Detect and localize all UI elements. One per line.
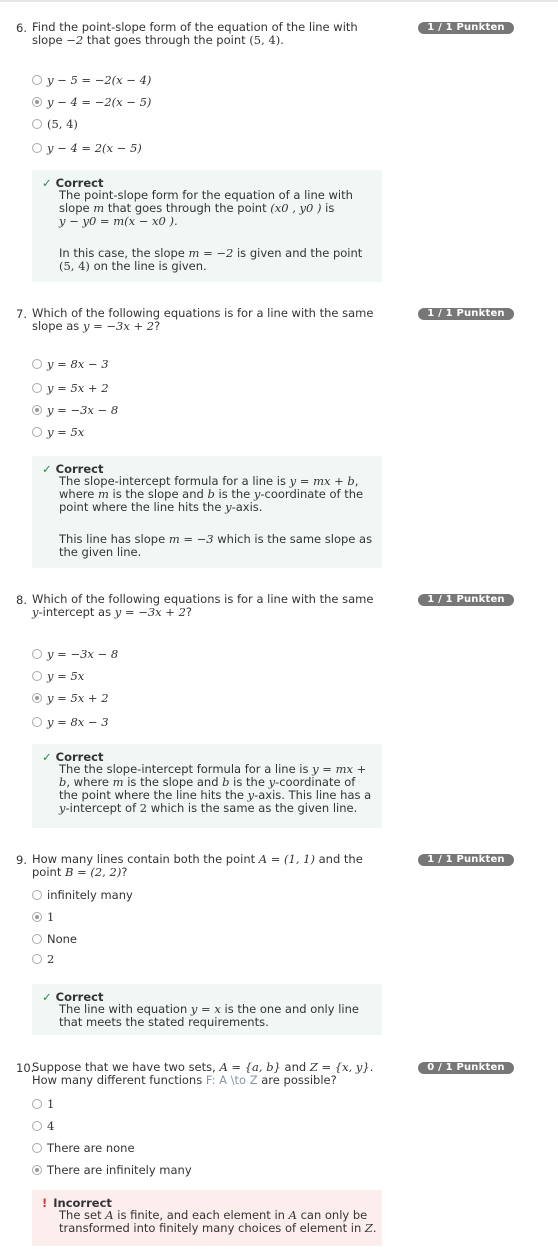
question-number: 6. — [16, 21, 27, 35]
feedback-box — [32, 984, 382, 1035]
check-icon: ✓ — [42, 462, 52, 476]
radio-button[interactable] — [32, 383, 42, 393]
question-text: Find the point-slope form of the equation of the line with slope −2 that goes through the point (5, 4). — [32, 20, 358, 47]
option-4[interactable]: y = 8x − 3 — [32, 714, 109, 730]
option-3[interactable]: y = −3x − 8 — [32, 402, 118, 418]
feedback-status: ✓ Correct — [42, 990, 104, 1004]
check-icon: ✓ — [42, 176, 52, 190]
radio-button-selected[interactable] — [32, 97, 42, 107]
feedback-status: ! Incorrect — [42, 1196, 112, 1210]
question-text: Suppose that we have two sets, A = {a, b} and Z = {x, y}. How many different functions F: A \to Z are possible? — [32, 1060, 374, 1087]
score-badge: 1 / 1 Punkten — [418, 854, 514, 866]
option-2[interactable]: 1 — [32, 909, 54, 925]
feedback-text: The slope-intercept formula for a line is y = mx + b, where m is the slope and b is the y-coordinate of the point where the line hits the y-axis. This line has slope m = −3 which is the same slope as the given line. — [59, 474, 373, 559]
score-badge: 0 / 1 Punkten — [418, 1062, 514, 1074]
radio-button-selected[interactable] — [32, 1165, 42, 1175]
radio-button[interactable] — [32, 427, 42, 437]
radio-button[interactable] — [32, 143, 42, 153]
radio-button[interactable] — [32, 119, 42, 129]
feedback-box — [32, 1190, 382, 1246]
feedback-status: ✓ Correct — [42, 462, 104, 476]
top-divider — [0, 0, 558, 2]
option-3[interactable]: y = 5x + 2 — [32, 690, 109, 706]
question-number: 9. — [16, 853, 27, 867]
option-1[interactable]: 1 — [32, 1096, 54, 1112]
question-number: 7. — [16, 307, 27, 321]
exclamation-icon: ! — [42, 1196, 48, 1210]
feedback-text: The line with equation y = x is the one and only line that meets the stated requirements. — [59, 1002, 359, 1029]
option-4[interactable]: There are infinitely many — [32, 1162, 192, 1178]
option-4[interactable]: y − 4 = 2(x − 5) — [32, 140, 142, 156]
question-text: How many lines contain both the point A = (1, 1) and the point B = (2, 2)? — [32, 852, 363, 879]
score-badge: 1 / 1 Punkten — [418, 594, 514, 606]
radio-button-selected[interactable] — [32, 693, 42, 703]
feedback-status: ✓ Correct — [42, 750, 104, 764]
check-icon: ✓ — [42, 990, 52, 1004]
radio-button[interactable] — [32, 359, 42, 369]
option-4[interactable]: 2 — [32, 951, 54, 967]
radio-button[interactable] — [32, 75, 42, 85]
feedback-text: The set A is finite, and each element in A can only be transformed into finitely many choices of element in Z. — [59, 1208, 377, 1235]
radio-button-selected[interactable] — [32, 912, 42, 922]
option-2[interactable]: y − 4 = −2(x − 5) — [32, 94, 151, 110]
option-1[interactable]: y = 8x − 3 — [32, 356, 109, 372]
option-2[interactable]: y = 5x — [32, 668, 84, 684]
question-number: 10. — [16, 1061, 35, 1075]
radio-button[interactable] — [32, 934, 42, 944]
option-1[interactable]: y − 5 = −2(x − 4) — [32, 72, 151, 88]
score-badge: 1 / 1 Punkten — [418, 308, 514, 320]
feedback-text: The the slope-intercept formula for a line is y = mx + b, where m is the slope and b is the y-coordinate of the point where the line hits the y-axis. This line has a y-intercept of 2 which is the same as the given line. — [59, 762, 372, 815]
option-4[interactable]: y = 5x — [32, 424, 84, 440]
radio-button-selected[interactable] — [32, 405, 42, 415]
feedback-text: The point-slope form for the equation of a line with slope m that goes through the point (x0 , y0 ) is y − y0 = m(x − x0 ). In this case, the slope m = −2 is given and the point (5, 4) on the line is given. — [59, 188, 363, 273]
question-number: 8. — [16, 593, 27, 607]
radio-button[interactable] — [32, 717, 42, 727]
radio-button[interactable] — [32, 890, 42, 900]
feedback-box — [32, 456, 382, 568]
option-2[interactable]: y = 5x + 2 — [32, 380, 109, 396]
check-icon: ✓ — [42, 750, 52, 764]
radio-button[interactable] — [32, 954, 42, 964]
feedback-box — [32, 744, 382, 828]
radio-button[interactable] — [32, 1099, 42, 1109]
radio-button[interactable] — [32, 1121, 42, 1131]
option-3[interactable]: None — [32, 931, 77, 947]
option-1[interactable]: y = −3x − 8 — [32, 646, 118, 662]
radio-button[interactable] — [32, 649, 42, 659]
score-badge: 1 / 1 Punkten — [418, 22, 514, 34]
option-1[interactable]: infinitely many — [32, 887, 133, 903]
radio-button[interactable] — [32, 1143, 42, 1153]
feedback-box — [32, 170, 382, 282]
feedback-status: ✓ Correct — [42, 176, 104, 190]
question-text: Which of the following equations is for a line with the same slope as y = −3x + 2? — [32, 306, 374, 333]
option-3[interactable]: There are none — [32, 1140, 135, 1156]
option-2[interactable]: 4 — [32, 1118, 54, 1134]
radio-button[interactable] — [32, 671, 42, 681]
question-text: Which of the following equations is for a line with the same y-intercept as y = −3x + 2? — [32, 592, 374, 619]
option-3[interactable]: (5, 4) — [32, 116, 78, 132]
